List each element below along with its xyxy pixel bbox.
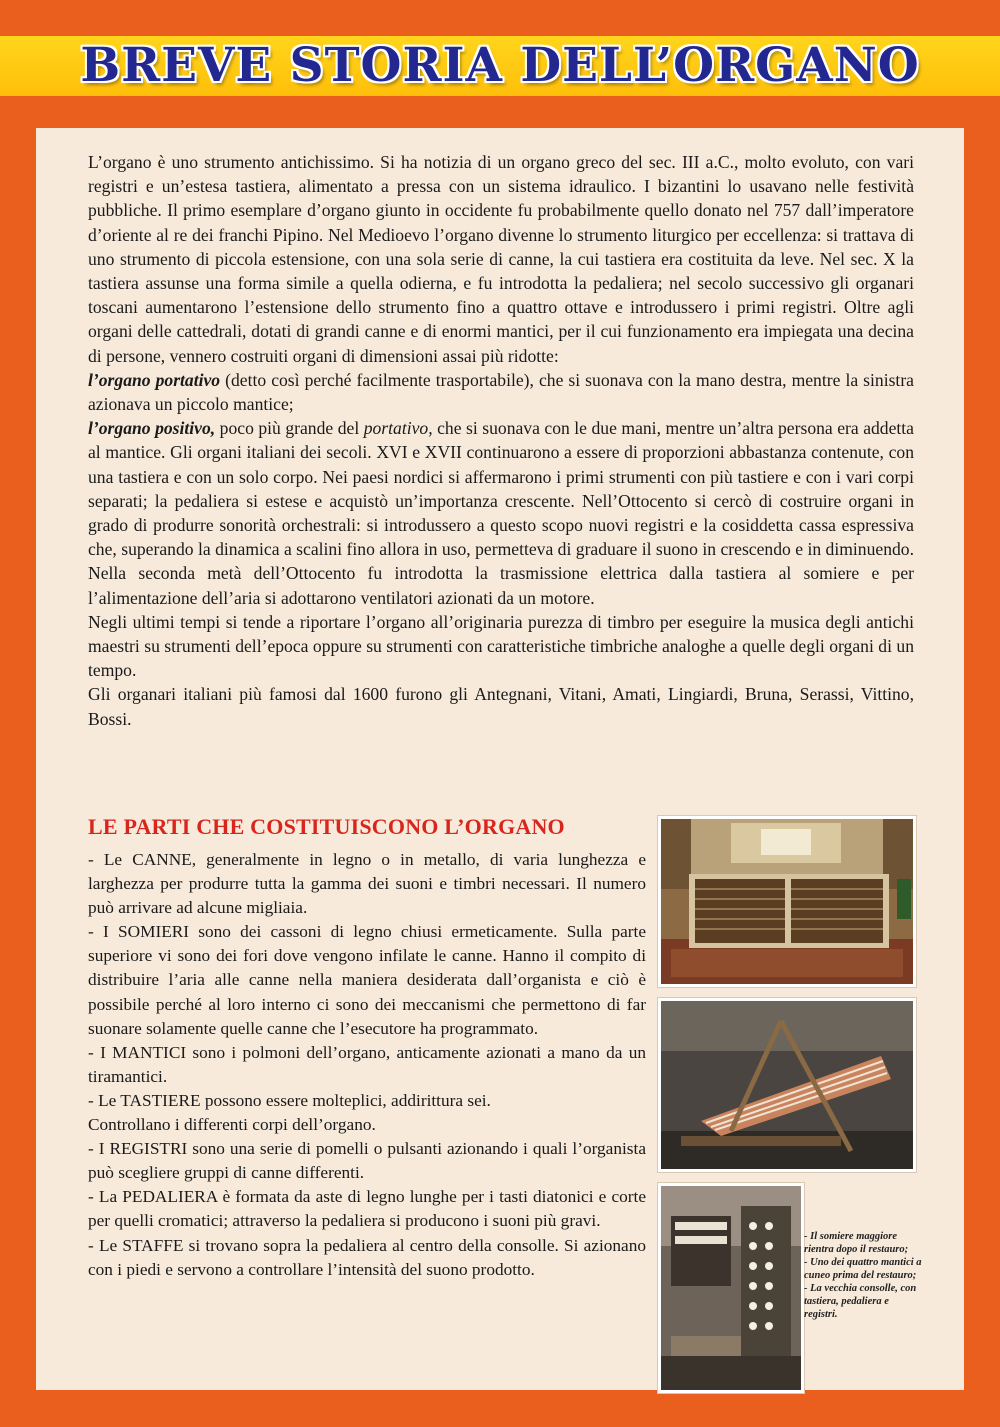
positivo-description-a: poco più grande del xyxy=(215,418,364,439)
positivo-italic-ref: portativo, xyxy=(363,418,433,439)
intro-paragraph: Gli organari italiani più famosi dal 1600 furono gli Antegnani, Vitani, Amati, Lingiardi, Bruna, Serassi, Vittino, Bossi. xyxy=(88,684,914,729)
list-item: - La PEDALIERA è formata da aste di legno lunghe per i tasti diatonici e corte per quelli cromatici; attraverso la pedaliera si producono i suoni più gravi. xyxy=(88,1187,646,1231)
content-panel xyxy=(36,128,964,1390)
list-item: - Le CANNE, generalmente in legno o in metallo, di varia lunghezza e larghezza per produrre tutta la gamma dei suoni e timbri necessari. Il numero può arrivare ad alcune migliaia. xyxy=(88,850,646,918)
photo-captions xyxy=(804,1230,924,1321)
page-title: BREVE STORIA DELL’ORGANO xyxy=(80,38,920,93)
list-item: - I SOMIERI sono dei cassoni di legno chiusi ermeticamente. Sulla parte superiore vi sono dei fori dove vengono infilate le canne. Hanno il compito di distribuire l’aria alle canne nella maniera desiderata dall’organista e ciò è possibile perché al loro interno ci sono dei meccanismi che permettono di far suonare solamente quelle canne che l’esecutore ha programmato. xyxy=(88,922,646,1038)
caption-somiere: - Il somiere maggiore rientra dopo il restauro; xyxy=(804,1231,909,1255)
list-item: - I MANTICI sono i polmoni dell’organo, anticamente azionati a mano da un tiramantici. xyxy=(88,1042,646,1086)
somiere-photo xyxy=(658,816,916,987)
list-item: - Le STAFFE si trovano sopra la pedaliera al centro della consolle. Si azionano con i piedi e servono a controllare l’intensità del suono prodotto. xyxy=(88,1235,646,1279)
parts-list xyxy=(88,848,646,1282)
list-item: - I REGISTRI sono una serie di pomelli o pulsanti azionando i quali l’organista può scegliere gruppi di canne differenti. xyxy=(88,1139,646,1183)
term-portativo: l’organo portativo xyxy=(88,369,221,390)
list-item: - Le TASTIERE possono essere molteplici, addirittura sei. xyxy=(88,1090,491,1110)
consolle-photo xyxy=(658,1183,804,1393)
positivo-description-b: che si suonava con le due mani, mentre un’altra persona era addetta al mantice. Gli organi italiani dei secoli. XVI e XVII continuarono a essere di proporzioni abbastanza contenute, con una tastiera e con un solo corpo. Nei paesi nordici si affermarono i primi strumenti con più tastiere e con i vari corpi separati; la pedaliera si estese e acquistò un’importanza crescente. Nell’Ottocento si cercò di costruire organi in grado di produrre sonorità orchestrali: si introdussero a questo scopo nuovi registri e la cosiddetta cassa espressiva che, superando la dinamica a scalini fino allora in uso, permetteva di graduare il suono in crescendo e in diminuendo. Nella seconda metà dell’Ottocento fu introdotta la trasmissione elettrica dalla tastiera al somiere e per l’alimentazione dell’aria si adottarono ventilatori azionati da un motore. xyxy=(88,418,914,608)
list-item: Controllano i differenti corpi dell’organo. xyxy=(88,1115,376,1135)
section-title: LE PARTI CHE COSTITUISCONO L’ORGANO xyxy=(88,814,565,839)
intro-paragraph: L’organo è uno strumento antichissimo. Si ha notizia di un organo greco del sec. III a.C., molto evoluto, con vari registri e un’estesa tastiera, alimentato a pressa con un sistema idraulico. I bizantini lo usavano nelle festività pubbliche. Il primo esemplare d’organo giunto in occidente fu probabilmente quello donato nel 757 dall’imperatore d’oriente al re dei franchi Pipino. Nel Medioevo l’organo divenne lo strumento liturgico per eccellenza: si trattava di uno strumento di piccola estensione, con una sola serie di canne, la cui tastiera era costituita da leve. Nel sec. X la tastiera assunse una forma simile a quella odierna, e fu introdotta la pedaliera; nel secolo successivo gli organari toscani aumentarono l’estensione dello strumento fino a quattro ottave e introdussero i primi registri. Oltre agli organi delle cattedrali, dotati di grandi canne e di enormi mantici, per il cui funzionamento era impiegata una decina di persone, vennero costruiti organi di dimensioni assai più ridotte: xyxy=(88,152,914,366)
caption-consolle: - La vecchia consolle, con tastiera, pedaliera e registri. xyxy=(804,1283,917,1320)
caption-mantice: - Uno dei quattro mantici a cuneo prima del restauro; xyxy=(804,1257,922,1281)
intro-positivo xyxy=(88,416,914,610)
intro-text xyxy=(88,150,914,731)
intro-paragraph: Negli ultimi tempi si tende a riportare l’organo all’originaria purezza di timbro per eseguire la musica degli antichi maestri su strumenti dell’epoca oppure su strumenti con caratteristiche timbriche analoghe a quelle degli organi di un tempo. xyxy=(88,611,914,681)
intro-portativo xyxy=(88,368,914,416)
term-positivo: l’organo positivo, xyxy=(88,418,216,439)
mantice-photo xyxy=(658,998,916,1172)
portativo-description: (detto così perché facilmente trasportabile), che si suonava con la mano destra, mentre la sinistra azionava un piccolo mantice; xyxy=(88,369,914,415)
